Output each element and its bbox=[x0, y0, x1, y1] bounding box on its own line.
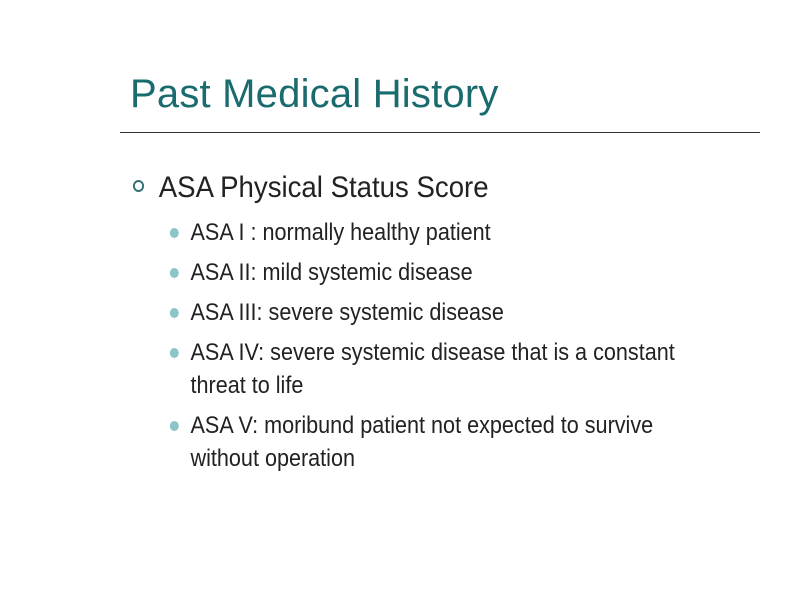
filled-circle-bullet-icon bbox=[170, 348, 179, 358]
filled-circle-bullet-icon bbox=[170, 308, 179, 318]
list-item bbox=[168, 256, 677, 289]
slide-title: Past Medical History bbox=[130, 72, 499, 116]
list-item-text: ASA II: mild systemic disease bbox=[190, 259, 473, 286]
filled-circle-bullet-icon bbox=[170, 228, 179, 238]
filled-circle-bullet-icon bbox=[170, 268, 179, 278]
list-item bbox=[168, 409, 677, 475]
bullet-asa-score-text: ASA Physical Status Score bbox=[158, 171, 489, 204]
slide-content bbox=[133, 168, 753, 482]
bullet-asa-score bbox=[133, 168, 703, 208]
list-item bbox=[168, 296, 677, 329]
filled-circle-bullet-icon bbox=[170, 421, 179, 431]
list-item-text: ASA V: moribund patient not expected to survive without operation bbox=[190, 412, 654, 472]
list-item-text: ASA I : normally healthy patient bbox=[190, 219, 491, 246]
hollow-circle-bullet-icon bbox=[133, 180, 144, 192]
list-item-text: ASA IV: severe systemic disease that is a constant threat to life bbox=[190, 339, 675, 399]
list-item bbox=[168, 216, 677, 249]
list-item bbox=[168, 336, 677, 402]
title-divider bbox=[120, 132, 760, 133]
list-item-text: ASA III: severe systemic disease bbox=[190, 299, 504, 326]
asa-class-list bbox=[133, 216, 753, 475]
